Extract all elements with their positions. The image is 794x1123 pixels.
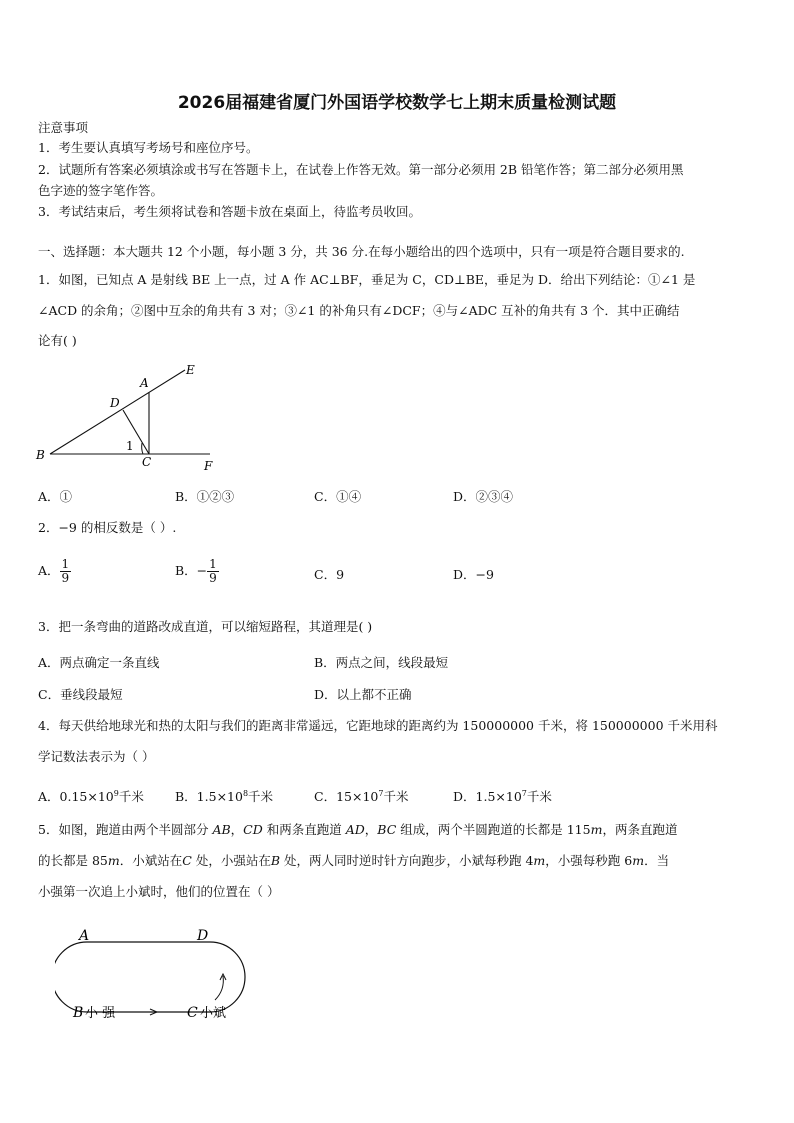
label-xiaobin: 小斌	[200, 1006, 227, 1021]
option-b	[175, 558, 219, 585]
option-c: C．垂线段最短	[38, 687, 123, 702]
option-d: D．−9	[453, 567, 494, 582]
numerator: 1	[209, 557, 217, 571]
option-d: D．②③④	[453, 489, 514, 504]
label-e: E	[186, 363, 195, 377]
exponent: 7	[378, 789, 384, 798]
exponent: 8	[242, 789, 249, 798]
label-a: A	[79, 928, 90, 944]
question-stem: 小强第一次追上小斌时，他们的位置在（ ）	[38, 884, 280, 899]
option-c	[314, 786, 408, 805]
option-a: A．①	[38, 489, 73, 504]
label-angle-1: 1	[126, 439, 134, 453]
section-heading: 一、选择题：本大题共 12 个小题，每小题 3 分，共 36 分.在每小题给出的四个选项中，只有一项是符合题目要求的.	[38, 244, 685, 259]
label-c: C	[142, 455, 152, 469]
option-b: B．①②③	[175, 489, 235, 504]
question-stem: 4．每天供给地球光和热的太阳与我们的距离非常遥远，它距地球的距离约为 150000000 千米，将 150000000 千米用科	[38, 718, 718, 733]
exponent: 7	[521, 789, 527, 798]
ray-be	[50, 370, 185, 454]
track-outline	[55, 942, 245, 1012]
question-stem: 3．把一条弯曲的道路改成直道，可以缩短路程，其道理是( )	[38, 619, 373, 634]
unit: 千米	[526, 789, 552, 805]
question-stem: 2．−9 的相反数是（ ）.	[38, 520, 177, 535]
option-text: C．15×10	[314, 789, 379, 805]
option-c: C．9	[314, 567, 345, 582]
option-d	[453, 786, 552, 805]
denominator: 9	[209, 571, 217, 585]
label-b: B	[73, 1005, 84, 1021]
unit: 千米	[383, 789, 409, 805]
label-c: C	[187, 1005, 198, 1021]
fraction	[207, 558, 219, 585]
q5-track-figure	[55, 922, 255, 1027]
denominator: 9	[61, 571, 70, 585]
page-title: 2026届福建省厦门外国语学校数学七上期末质量检测试题	[177, 93, 617, 113]
notice-item: 1．考生要认真填写考场号和座位序号。	[38, 140, 259, 155]
option-b	[175, 786, 273, 805]
question-stem: 5．如图，跑道由两个半圆部分 AB，CD 和两条直跑道 AD，BC 组成，两个半圆跑道的长都是 115m，两条直跑道	[38, 822, 678, 837]
label-d: D	[197, 928, 209, 944]
option-label: A．	[38, 563, 60, 578]
unit: 千米	[248, 789, 274, 805]
option-text: B．1.5×10	[175, 789, 243, 805]
question-stem: 的长都是 85m．小斌站在C 处，小强站在B 处，两人同时逆时针方向跑步，小斌每秒跑 4m，小强每秒跑 6m．当	[38, 853, 670, 868]
unit: 千米	[118, 789, 144, 805]
notice-item: 色字迹的签字笔作答。	[38, 183, 164, 198]
option-b: B．两点之间，线段最短	[314, 655, 449, 670]
label-a: A	[140, 376, 149, 390]
notice-item: 2．试题所有答案必须填涂或书写在答题卡上，在试卷上作答无效。第一部分必须用 2B 铅笔作答；第二部分必须用黑	[38, 162, 684, 177]
question-stem: 1．如图，已知点 A 是射线 BE 上一点，过 A 作 AC⊥BF，垂足为 C，CD⊥BE，垂足为 D．给出下列结论：①∠1 是	[38, 272, 696, 287]
option-a: A．两点确定一条直线	[38, 655, 160, 670]
label-d: D	[110, 396, 120, 410]
label-f: F	[204, 459, 213, 473]
option-label: B．−	[175, 563, 208, 578]
curved-arrow-line	[215, 976, 223, 1000]
question-stem: 学记数法表示为（ ）	[38, 749, 155, 764]
label-xiaoqiang: 小 强	[85, 1006, 116, 1021]
option-a	[38, 786, 144, 805]
q1-figure	[30, 358, 230, 473]
option-text: D．1.5×10	[453, 789, 522, 805]
option-a	[38, 558, 71, 585]
angle-arc	[142, 443, 143, 454]
notice-heading: 注意事项	[38, 120, 89, 135]
fraction	[60, 558, 72, 585]
label-b: B	[36, 448, 45, 462]
notice-item: 3．考试结束后，考生须将试卷和答题卡放在桌面上，待监考员收回。	[38, 204, 421, 219]
option-c: C．①④	[314, 489, 362, 504]
exponent: 9	[113, 789, 119, 798]
option-d: D．以上都不正确	[314, 687, 412, 702]
option-text: A．0.15×10	[38, 789, 114, 805]
numerator: 1	[61, 557, 70, 571]
question-stem: ∠ACD 的余角；②图中互余的角共有 3 对；③∠1 的补角只有∠DCF；④与∠ADC 互补的角共有 3 个．其中正确结	[38, 303, 680, 318]
question-stem: 论有( )	[38, 333, 77, 348]
